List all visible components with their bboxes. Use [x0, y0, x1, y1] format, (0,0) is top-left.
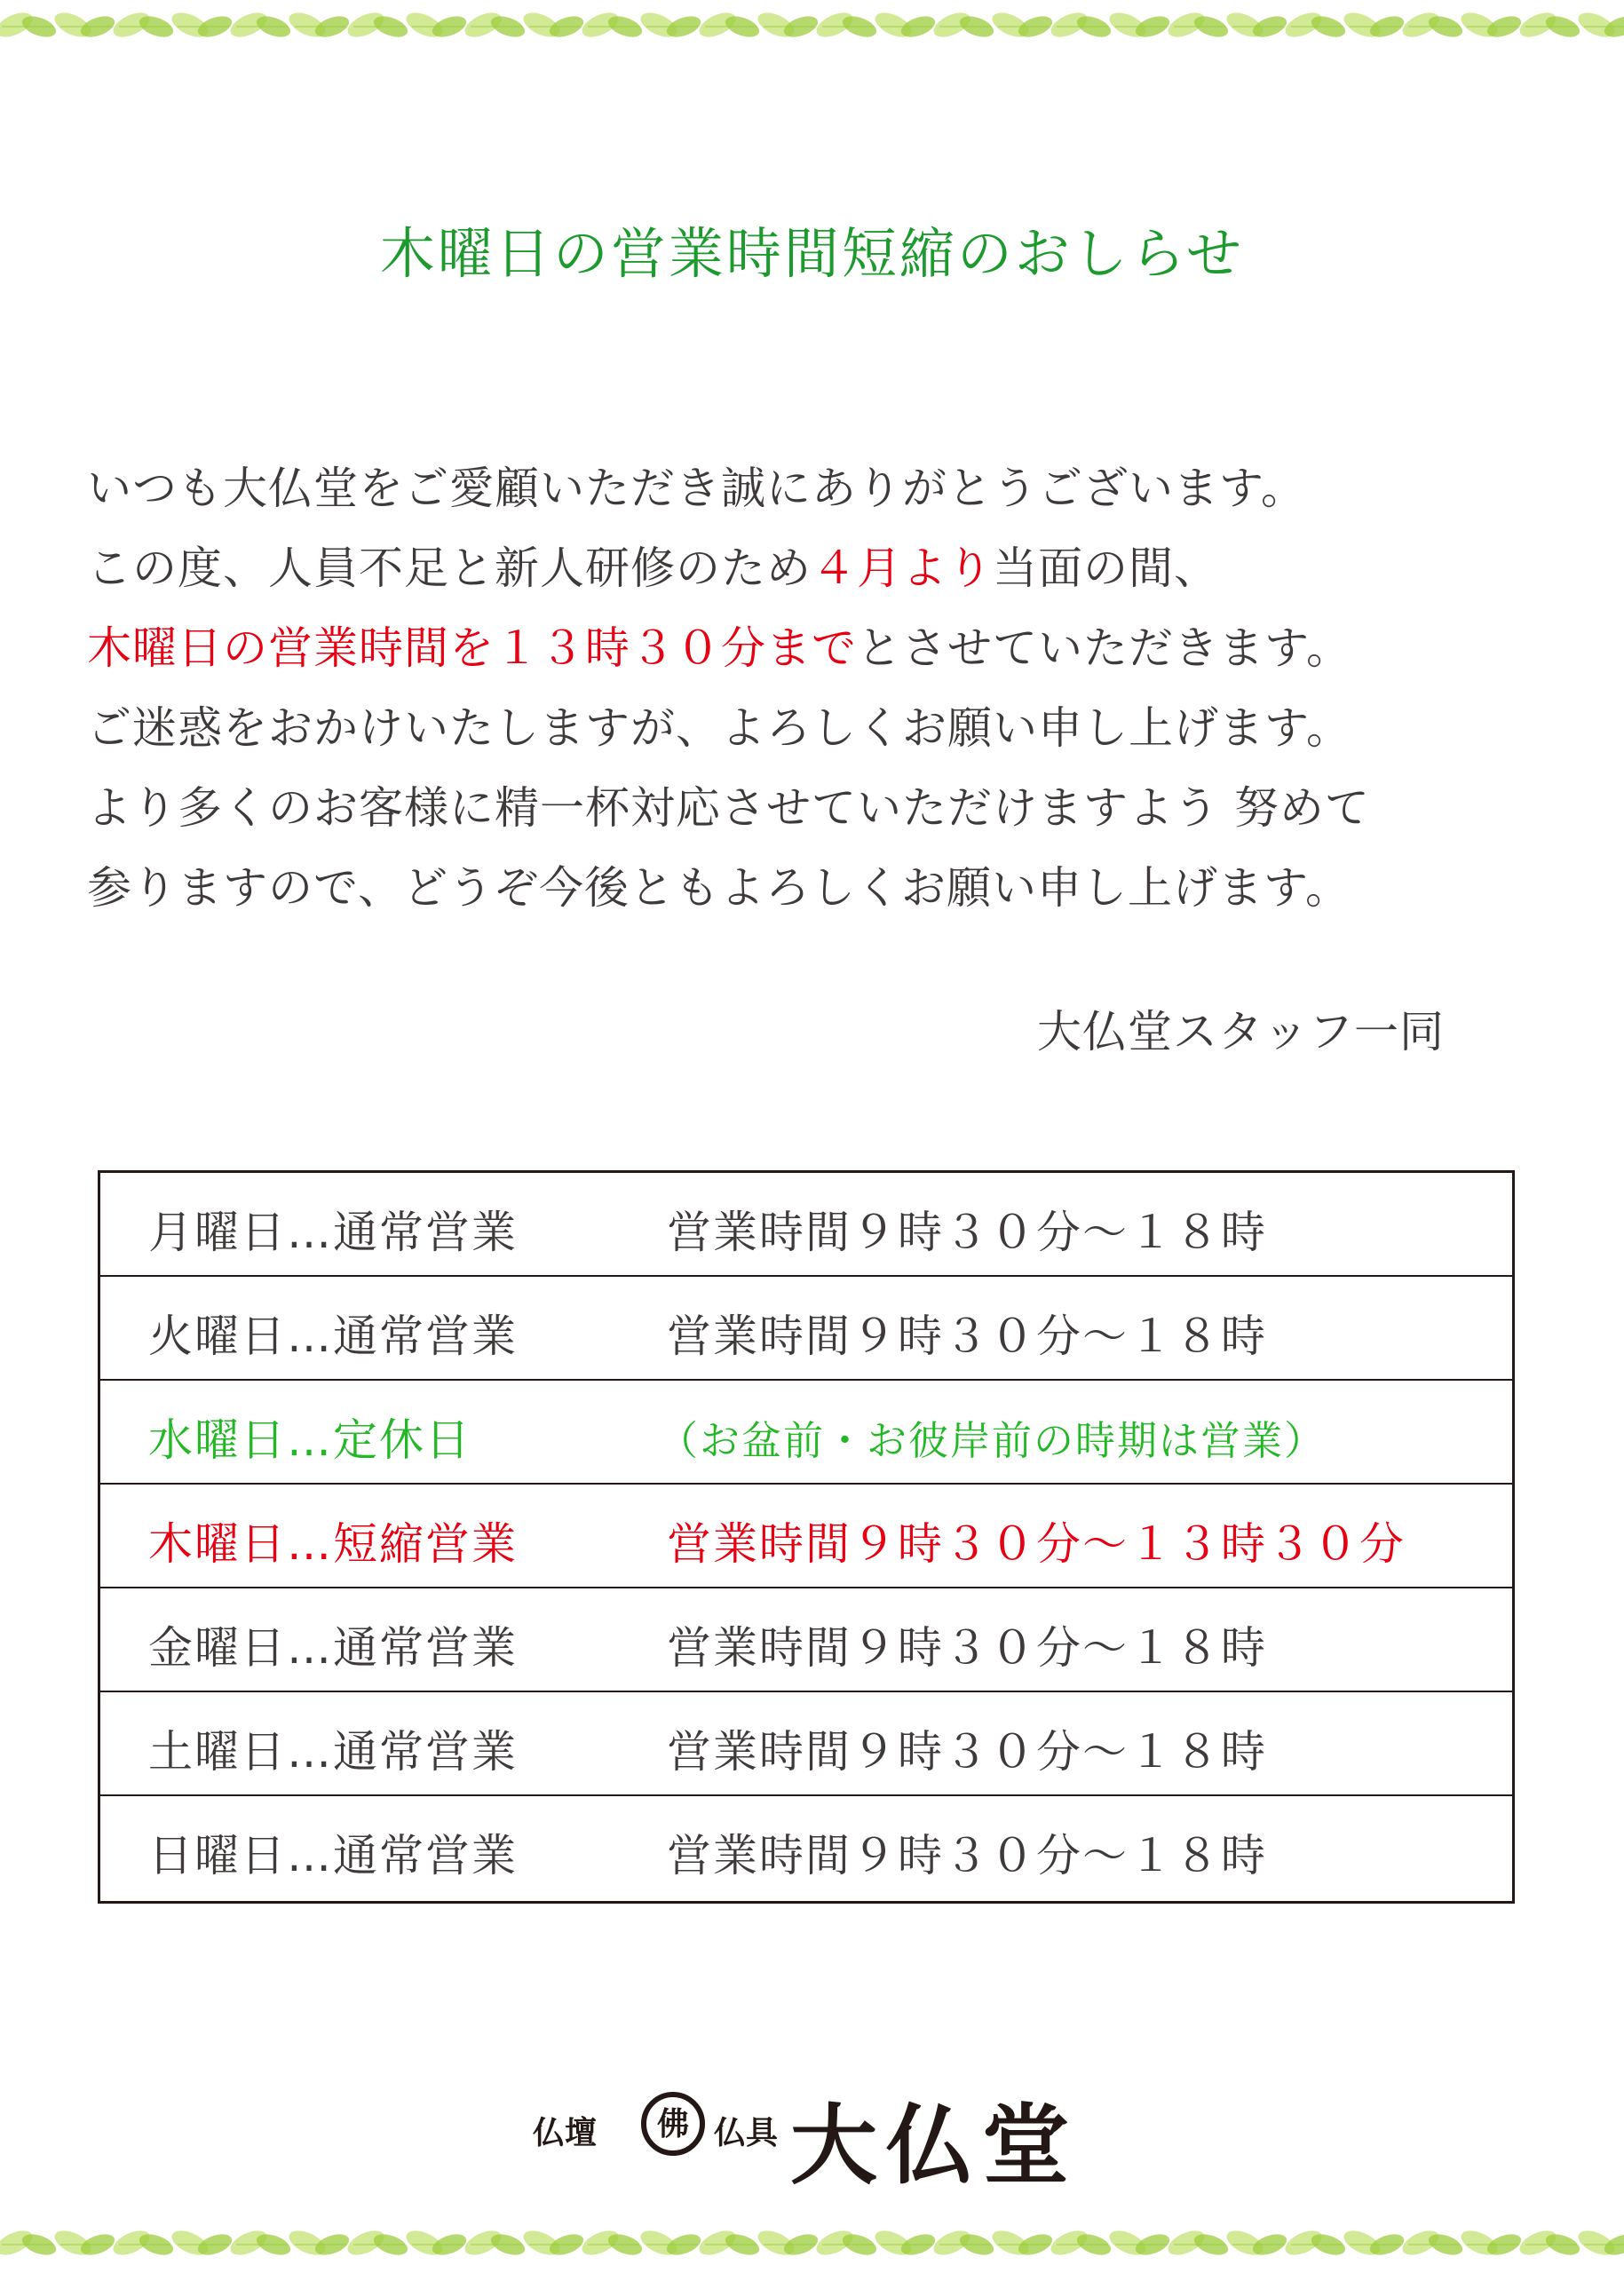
schedule-day: 金曜日…通常営業: [148, 1622, 518, 1674]
staff-signature: 大仏堂スタッフ一同: [1037, 1006, 1445, 1057]
leaf-icon: [871, 2226, 938, 2261]
leaf-icon: [988, 2226, 1055, 2261]
leaf-icon: [1516, 8, 1582, 43]
leaf-icon: [578, 2226, 645, 2261]
logo-butsugu-text: 仏具: [714, 2114, 779, 2151]
leaf-icon: [930, 2226, 996, 2261]
leaf-icon: [1047, 2226, 1113, 2261]
schedule-day: 土曜日…通常営業: [148, 1726, 518, 1778]
schedule-row-friday: [100, 1588, 1512, 1692]
body-line-4: ご迷惑をおかけいたしますが、よろしくお願い申し上げます。: [87, 702, 1351, 754]
leaf-icon: [1223, 8, 1289, 43]
logo-crest-icon: 佛: [641, 2092, 705, 2156]
leaf-icon: [51, 2226, 117, 2261]
leaf-icon: [168, 2226, 234, 2261]
leaf-icon: [695, 8, 762, 43]
leaf-icon: [519, 2226, 586, 2261]
leaf-icon: [1281, 8, 1348, 43]
leaf-icon: [109, 8, 176, 43]
body-line-5: より多くのお客様に精一杯対応させていただけますよう 努めて: [87, 782, 1370, 834]
leaf-icon: [754, 8, 820, 43]
leaf-icon: [285, 2226, 352, 2261]
schedule-row-wednesday: [100, 1381, 1512, 1485]
body-line-3: [87, 608, 1561, 688]
schedule-row-monday: [100, 1173, 1512, 1277]
leaf-icon: [1398, 8, 1465, 43]
leaf-icon: [461, 8, 527, 43]
leaf-icon: [1105, 8, 1172, 43]
notice-body: [87, 448, 1561, 928]
schedule-row-sunday: [100, 1796, 1512, 1901]
leaf-icon: [344, 8, 410, 43]
schedule-row-tuesday: [100, 1277, 1512, 1381]
notice-title: 木曜日の営業時間短縮のおしらせ: [379, 221, 1245, 286]
schedule-day: 月曜日…通常営業: [148, 1207, 518, 1258]
leaf-icon: [637, 8, 703, 43]
leaf-icon: [930, 8, 996, 43]
body-line-6: 参りますので、どうぞ今後ともよろしくお願い申し上げます。: [87, 862, 1351, 914]
leaf-icon: [0, 2226, 59, 2261]
leaf-icon: [1398, 2226, 1465, 2261]
schedule-day: 水曜日…定休日: [148, 1414, 471, 1466]
leaf-icon: [1457, 8, 1524, 43]
body-line-2-text: この度、人員不足と新人研修のため: [87, 543, 812, 594]
schedule-hours: 営業時間９時３０分～１８時: [667, 1726, 1267, 1778]
leaf-icon: [51, 8, 117, 43]
leaf-icon: [109, 2226, 176, 2261]
leaf-icon: [402, 2226, 469, 2261]
logo-butsudan-text: 仏壇: [533, 2114, 598, 2151]
leaf-icon: [695, 2226, 762, 2261]
leaf-icon: [871, 8, 938, 43]
logo-store-name: 大仏堂: [790, 2095, 1079, 2197]
weekly-schedule-table: [98, 1170, 1515, 1904]
leaf-icon: [1281, 2226, 1348, 2261]
leaf-icon: [1105, 2226, 1172, 2261]
leaf-icon: [1574, 8, 1624, 43]
body-line-1: いつも大仏堂をご愛顧いただき誠にありがとうございます。: [87, 463, 1306, 514]
leaf-icon: [226, 8, 293, 43]
leaf-icon: [812, 8, 879, 43]
daibutsudo-logo: [533, 2076, 1101, 2197]
leaf-icon: [1516, 2226, 1582, 2261]
leaf-icon: [1223, 2226, 1289, 2261]
shortened-hours-highlight: 木曜日の営業時間を１３時３０分まで: [87, 622, 857, 674]
schedule-note: （お盆前・お彼岸前の時期は営業）: [658, 1417, 1327, 1464]
leaf-icon: [578, 8, 645, 43]
schedule-row-saturday: [100, 1692, 1512, 1796]
schedule-hours: 営業時間９時３０分～１８時: [667, 1830, 1267, 1881]
leaf-icon: [988, 8, 1055, 43]
leaf-vine-decoration: [0, 0, 1624, 53]
leaf-icon: [168, 8, 234, 43]
start-month-highlight: ４月より: [812, 543, 993, 594]
leaf-icon: [1164, 2226, 1231, 2261]
schedule-hours: 営業時間９時３０分～１８時: [667, 1622, 1267, 1674]
schedule-day: 日曜日…通常営業: [148, 1830, 518, 1881]
schedule-day: 火曜日…通常営業: [148, 1311, 518, 1362]
leaf-icon: [1457, 2226, 1524, 2261]
schedule-row-thursday: [100, 1485, 1512, 1588]
leaf-icon: [1340, 2226, 1406, 2261]
body-line-3-rest: とさせていただきます。: [857, 622, 1351, 674]
leaf-icon: [1340, 8, 1406, 43]
body-line-2: [87, 528, 1561, 608]
schedule-hours: 営業時間９時３０分～１３時３０分: [667, 1518, 1406, 1570]
schedule-hours: 営業時間９時３０分～１８時: [667, 1207, 1267, 1258]
leaf-icon: [637, 2226, 703, 2261]
schedule-hours: 営業時間９時３０分～１８時: [667, 1311, 1267, 1362]
top-leaf-border: [0, 0, 1624, 53]
bottom-leaf-border: [0, 2218, 1624, 2271]
leaf-icon: [1164, 8, 1231, 43]
body-line-2-rest: 当面の間、: [993, 543, 1219, 594]
leaf-icon: [519, 8, 586, 43]
leaf-icon: [1574, 2226, 1624, 2261]
leaf-icon: [754, 2226, 820, 2261]
leaf-icon: [1047, 8, 1113, 43]
leaf-icon: [812, 2226, 879, 2261]
leaf-icon: [402, 8, 469, 43]
leaf-icon: [461, 2226, 527, 2261]
leaf-icon: [0, 8, 59, 43]
leaf-icon: [344, 2226, 410, 2261]
leaf-icon: [226, 2226, 293, 2261]
leaf-icon: [285, 8, 352, 43]
leaf-vine-decoration: [0, 2218, 1624, 2271]
schedule-day: 木曜日…短縮営業: [148, 1518, 518, 1570]
